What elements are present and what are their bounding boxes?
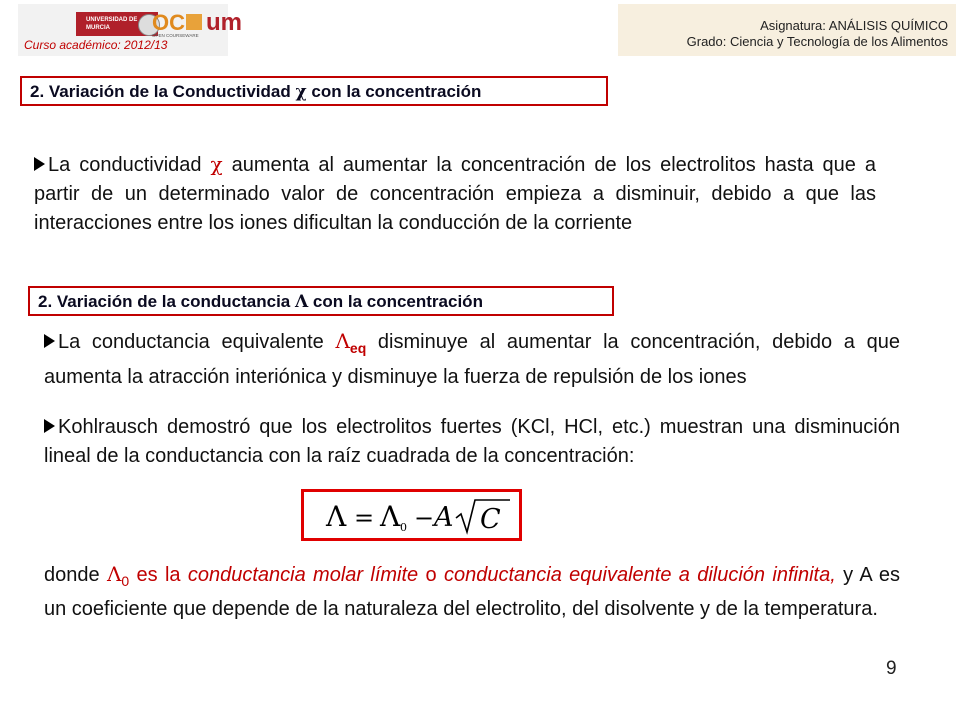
formula-var: C <box>480 504 501 535</box>
formula-minus: − <box>414 504 435 532</box>
formula-sub0: 0 <box>400 521 407 534</box>
limiting-molar-conductance: conductancia molar límite <box>187 564 419 586</box>
where-red1: es la <box>129 564 188 586</box>
formula-explanation <box>44 560 900 623</box>
subject-name: Asignatura: ANÁLISIS QUÍMICO <box>760 18 948 33</box>
bullet-conductance <box>44 327 900 392</box>
lambda-eq-symbol: Λ <box>335 329 350 353</box>
lambda0-subscript: 0 <box>121 573 130 589</box>
where-mid: o <box>418 564 444 586</box>
svg-text:OC: OC <box>152 10 185 35</box>
section1-paragraph <box>34 150 876 238</box>
ocw-cube-icon <box>186 14 202 30</box>
section2-title-pre: 2. Variación de la conductancia <box>38 292 295 311</box>
subject-info <box>618 4 956 56</box>
lambda-symbol: Λ <box>294 292 309 312</box>
um-logo-text: um <box>206 9 242 36</box>
university-logo-text: UNIVERSIDAD DE MURCIA <box>86 17 138 31</box>
formula-lambda: Λ <box>326 500 347 533</box>
section1-title <box>20 76 608 106</box>
bullet1-pre: La conductancia equivalente <box>58 331 336 353</box>
bullet-arrow-icon <box>44 334 55 348</box>
lambda0-symbol: Λ <box>106 562 122 586</box>
lambda-eq-subscript: eq <box>349 340 367 356</box>
formula-equals: = <box>354 504 375 532</box>
kohlrausch-formula <box>301 489 522 541</box>
section2-title <box>28 286 614 316</box>
para1-post: aumenta al aumentar la concentración de los electrolitos hasta que a partir de un determinado valor de concentración empieza a disminuir, debido a que las interacciones entre los iones dificultan la conducción de la corriente <box>34 154 876 234</box>
chi-symbol-red: χ <box>210 152 223 176</box>
bullet-arrow-icon <box>34 157 45 171</box>
ocw-um-logo <box>152 8 260 38</box>
ocw-logo-text: OPEN COURSEWARE <box>152 33 199 38</box>
bullet1-post: disminuye al aumentar la concentración, debido a que aumenta la atracción interiónica y disminuye la fuerza de repulsión de los iones <box>44 331 900 388</box>
section2-title-post: con la concentración <box>308 292 483 311</box>
bullet2-text: Kohlrausch demostró que los electrolitos fuertes (KCl, HCl, etc.) muestran una disminución lineal de la conductancia con la raíz cuadrada de la concentración: <box>44 416 900 467</box>
infinite-dilution-conductance: conductancia equivalente a dilución infinita, <box>443 564 836 586</box>
degree-name: Grado: Ciencia y Tecnología de los Alimentos <box>686 34 948 49</box>
section1-title-pre: 2. Variación de la Conductividad <box>30 82 296 101</box>
para1-pre: La conductividad <box>48 154 211 176</box>
where-pre: donde <box>44 564 107 586</box>
bullet-arrow-icon <box>44 419 55 433</box>
chi-symbol: χ <box>295 82 307 102</box>
bullet-kohlrausch <box>44 413 900 471</box>
formula-coef: A <box>434 502 454 533</box>
course-year: Curso académico: 2012/13 <box>24 38 168 52</box>
section1-title-post: con la concentración <box>306 82 482 101</box>
page-number: 9 <box>886 658 897 679</box>
formula-lambda0: Λ <box>380 500 401 533</box>
where-post: y A es un coeficiente que depende de la naturaleza del electrolito, del disolvente y de la temperatura. <box>44 564 900 620</box>
